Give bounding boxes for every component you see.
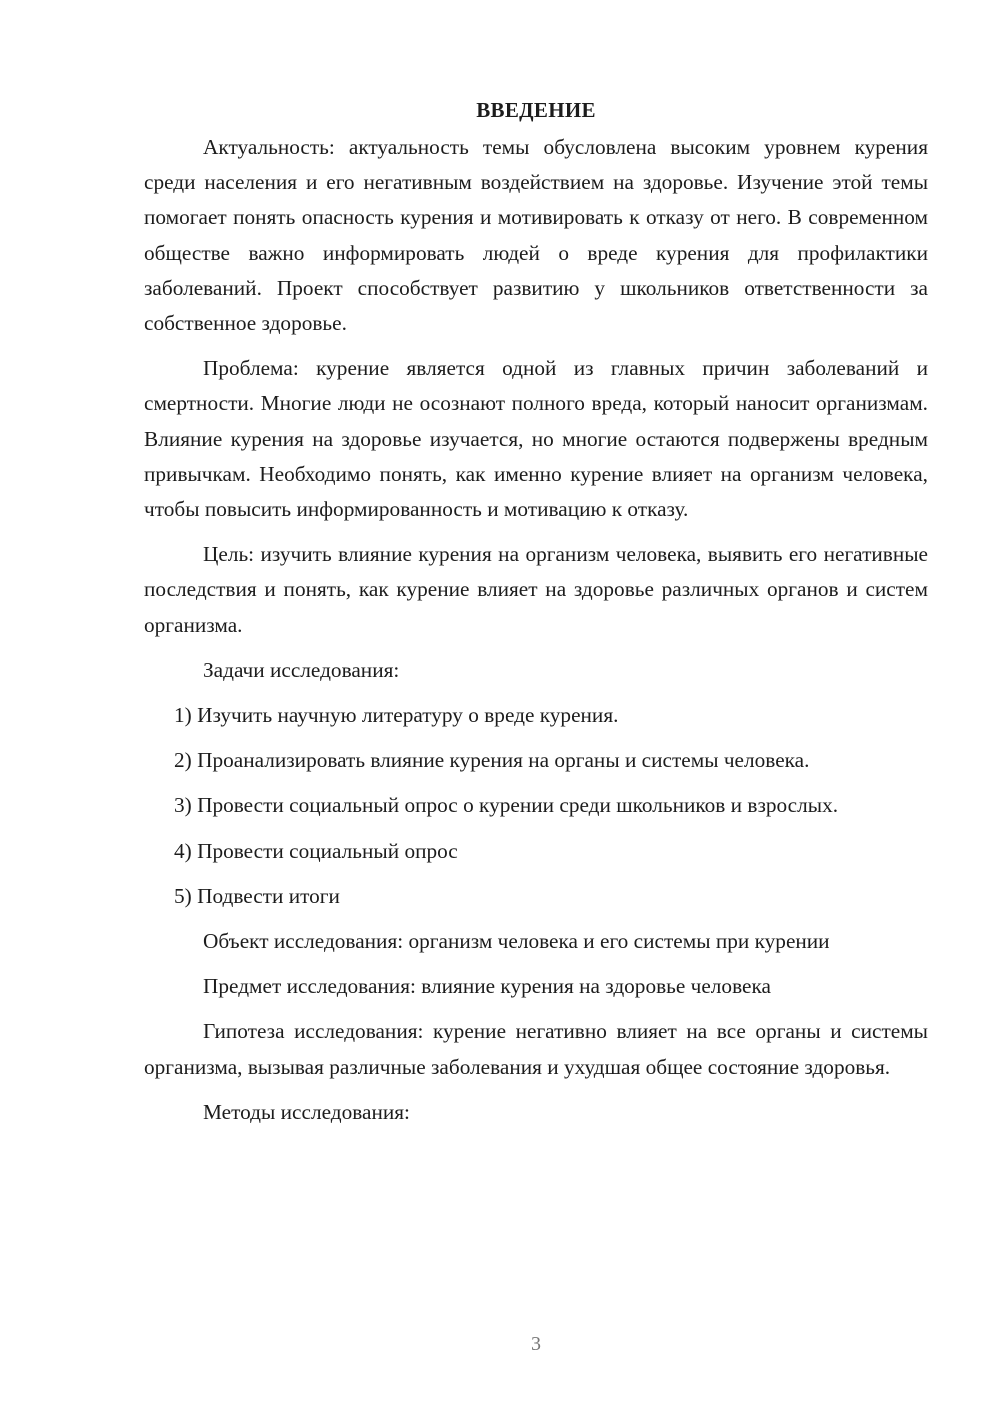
document-page — [144, 92, 928, 1140]
task-item-3: 3) Провести социальный опрос о курении среди школьников и взрослых. — [174, 793, 839, 818]
paragraph-subject: Предмет исследования: влияние курения на здоровье человека — [203, 974, 771, 999]
page-number: 3 — [531, 1333, 541, 1355]
paragraph-problem: Проблема: курение является одной из главных причин заболеваний и смертности. Многие люди не осознают полного вреда, который наносит организмам. Влияние курения на здоровье изучается, но многие остаются подвержены вредным привычкам. Необходимо понять, как именно курение влияет на организм человека, чтобы повысить информированность и мотивацию к отказу. — [144, 356, 928, 522]
section-title: ВВЕДЕНИЕ — [476, 98, 596, 122]
paragraph-goal: Цель: изучить влияние курения на организм человека, выявить его негативные последствия и понять, как курение влияет на здоровье различных органов и систем организма. — [144, 542, 928, 637]
tasks-heading: Задачи исследования: — [203, 657, 400, 682]
paragraph-hypothesis: Гипотеза исследования: курение негативно влияет на все органы и системы организма, вызывая различные заболевания и ухудшая общее состояние здоровья. — [144, 1019, 928, 1079]
task-item-4: 4) Провести социальный опрос — [174, 838, 458, 863]
paragraph-object: Объект исследования: организм человека и его системы при курении — [203, 929, 830, 954]
task-item-5: 5) Подвести итоги — [174, 883, 340, 908]
paragraph-methods: Методы исследования: — [203, 1099, 410, 1124]
paragraph-relevance: Актуальность: актуальность темы обусловлена высоким уровнем курения среди населения и его негативным воздействием на здоровье. Изучение этой темы помогает понять опасность курения и мотивировать к отказу от него. В современном обществе важно информировать людей о вреде курения для профилактики заболеваний. Проект способствует развитию у школьников ответственности за собственное здоровье. — [144, 135, 928, 336]
task-item-2: 2) Проанализировать влияние курения на органы и системы человека. — [174, 748, 810, 773]
task-item-1: 1) Изучить научную литературу о вреде курения. — [174, 703, 619, 728]
